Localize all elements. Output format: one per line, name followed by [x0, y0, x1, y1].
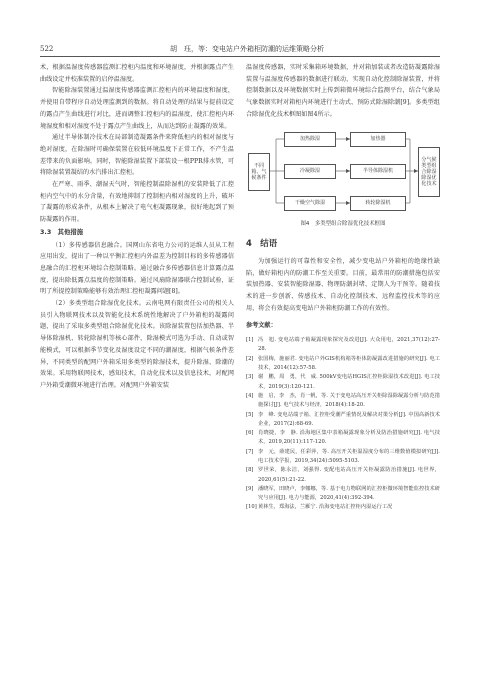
body-paragraph: 智能除湿装置通过温湿度传感器监测汇控柜内的环境温度和湿度，并使用自带程序自动处理监测到的数据。将自动处理的结果与提前设定的露点产生曲线进行对比，进而调整汇控柜内的温湿度，使汇控柜内环境湿度和相对湿度不处于露点产生曲线上，从而达到防止凝露的效果。: [40, 87, 234, 130]
reference-item: [246, 448, 440, 467]
reference-text: 谢 鹏，周 勇，代 威. 500kV变电站HGIS汇控柜除湿技术改进[J]. 电工技术，2019(3):120-121.: [258, 374, 440, 390]
left-column: [40, 62, 234, 392]
body-paragraph: （1）多传感器信息融合。国网山东省电力公司的运维人员从工程应用出发，提出了一种以平衡汇控柜内外温差为控制目标的多传感器信息融合的汇控柜环境综合控制策略。通过融合多传感器信息计算露点温度，提出除低露点温度的控制策略。通过风扇除湿器联合控制试验，证明了所提控制策略能够有效治理汇控柜凝露问题[8]。: [40, 241, 234, 296]
reference-text: 张国梅，施丽君. 变电站户外GIS机构箱等柜体防凝露改进措施的研究[J]. 电工技术，2014(12):57-58.: [258, 355, 440, 372]
body-paragraph: 温湿度传感器，实时采集箱环境数据，并对箱加装或者改造防凝露除湿装置与温湿度传感器的数据进行联动，实现自动化控制除湿装置，并将控制数据以及环境数据实时上传到箱微环境综合监测平台，结合气象局气象数据实时对箱柜内环境进行主动式、预防式除湿除潮[9]。多类型组合除湿优化技术框图如图4所示。: [246, 64, 440, 118]
reference-number: [8]: [246, 467, 254, 474]
reference-number: [2]: [246, 355, 254, 362]
reference-number: [7]: [246, 448, 254, 455]
references-heading: 参考文献：: [246, 322, 277, 330]
reference-number: [6]: [246, 430, 254, 437]
reference-item: [246, 355, 440, 374]
reference-number: [4]: [246, 392, 254, 399]
diagram-box-heating-dehumidify: 加热除湿: [284, 132, 336, 147]
body-paragraph: 在严寒、雨季、潮湿天气时，智能控制温除湿机的安装降低了汇控柜内空气中的水分含量，有效地抑制了控制柜内相对湿度的上升，破坏了凝露的形成条件，从根本上解决了电气柜凝露现象，很好地起到了预防凝露的作用。: [40, 181, 234, 224]
reference-number: [10]: [246, 504, 257, 511]
diagram-box-dry-air: 干燥空气除湿: [284, 196, 336, 211]
reference-number: [1]: [246, 337, 254, 344]
reference-text: 潘晓军，田晓卢，李娜娜，等. 基于电力物联网的汇控柜微环境智能监控技术研究与应用[J]. 电力与能源，2020,41(4):392-394.: [258, 485, 440, 502]
diagram-box-optimization: 分气候类型组合除湿除湿优化技术: [418, 147, 440, 197]
reference-item: [246, 373, 440, 392]
diagram-box-heater: 加热器: [350, 132, 406, 147]
reference-text: 李 峰. 变电站端子箱、汇控柜受潮严重情况及解决对策分析[J]. 中国高新技术企业，2017(2):68-69.: [258, 411, 440, 427]
diagram-box-condensing: 冷凝除湿: [284, 164, 336, 179]
diagram-box-conditions: 不同箱、气候条件: [248, 153, 270, 191]
running-title: 胡 珏，等：变电站户外箱柜防潮的运维策略分析: [170, 45, 324, 53]
page-number: 522: [40, 45, 54, 53]
reference-text: 黄林生，郑海法，兰雁宁. 沿海变电站汇控柜内湿运行工况: [258, 504, 393, 511]
conclusion-heading: 4 结语: [246, 238, 278, 249]
figure-caption: 图4 多类型组合除湿优化技术框图: [300, 220, 386, 227]
diagram-box-semiconductor: 半导体除湿机: [350, 164, 406, 179]
reference-number: [5]: [246, 411, 254, 418]
diagram-box-rotary: 转轮除湿机: [350, 196, 406, 211]
reference-item: [246, 411, 440, 430]
reference-number: [9]: [246, 485, 254, 492]
reference-item: [246, 336, 440, 355]
reference-number: [3]: [246, 374, 254, 381]
figure-4-diagram: [246, 127, 440, 215]
diagram-connectors: [246, 127, 440, 215]
reference-list: [246, 336, 440, 513]
reference-item: [246, 429, 440, 448]
section-heading: 3.3 其他措施: [40, 228, 84, 236]
right-column: [246, 62, 440, 513]
body-paragraph: 通过半导体制冷技术在局部制造凝露条件来降低柜内的相对湿度与绝对湿度，在除湿时可确保装置在较低环境温度下正常工作，不产生温差带来的负面影响。同时，智能除湿装置下部装设一根PPR排水管，可将除湿装置凝结的水汽排出汇控柜。: [40, 134, 234, 177]
body-paragraph: 术，根据温湿度传感器监测汇控柜内温度和环境湿度，并根据露点产生曲线设定并校准装置的启停温湿度。: [40, 64, 234, 83]
reference-item: [246, 485, 440, 504]
body-paragraph: （2）多类型组合除湿优化技术。云南电网有限责任公司的相关人员引入物联网技术以及智能化技术系统性地解决了户外箱柜的凝露问题，提出了采取多类型组合除湿优化技术。该除湿装置包括加热器、半导体除湿机、转轮除湿机等核心部件，除湿模式可选为手动、自动或智能模式，可以根据季节变化及湿度设定不同的潮湿度，根据气候条件差异，不同类型的配网户外箱采用多类型的除湿技术，提升除湿、除潮的效果。采用物联网技术，感知技术，自动化技术以及信息技术，对配网户外箱受潮微环境进行治理。对配网户外箱安装: [40, 300, 234, 389]
reference-text: 施 启，李 杰，肖一帆，等. 关于变电站高压开关柜除湿除凝露分析与防范措施探讨[J]. 电气技术与经济，2018(4):18-20.: [258, 392, 440, 409]
reference-item: [246, 503, 440, 512]
reference-item: [246, 392, 440, 411]
page-header: [40, 44, 440, 57]
conclusion-paragraph: 为加强运行的可靠性和安全性，减少变电站户外箱柜的绝缘性缺陷，做好箱柜内的防潮工作至关重要。目前，最常用的防潮措施包括安装加热器、安装智能除湿器、物理防潮封堵、定期人为干预等。随着技术的进一步创新、传感技术、自动化控制技术、远程监控技术等的应用，将会有效提高变电站户外箱柜防潮工作的有效性。: [246, 257, 440, 312]
reference-text: 肖晓捷，李 静. 沿海地区集中表箱凝露现象分析及防治措施研究[J]. 电气技术，2019,20(11):117-120.: [258, 430, 440, 446]
reference-text: 李 元，薛建民，任彩萍，等. 高压开关柜温湿度分布的三维数值模拟研究[J]. 电工技术学报，2019,34(24):5095-5103.: [258, 448, 440, 464]
reference-item: [246, 466, 440, 485]
reference-text: 冯 旭. 变电站端子箱凝露现象探究及改进[J]. 大众用电，2021,37(12):27-28.: [258, 337, 440, 353]
reference-text: 罗世荣，陈永洁，刘强得. 变配电站高压开关柜凝露防治措施[J]. 电世界，2020,61(5):21-22.: [258, 467, 440, 483]
